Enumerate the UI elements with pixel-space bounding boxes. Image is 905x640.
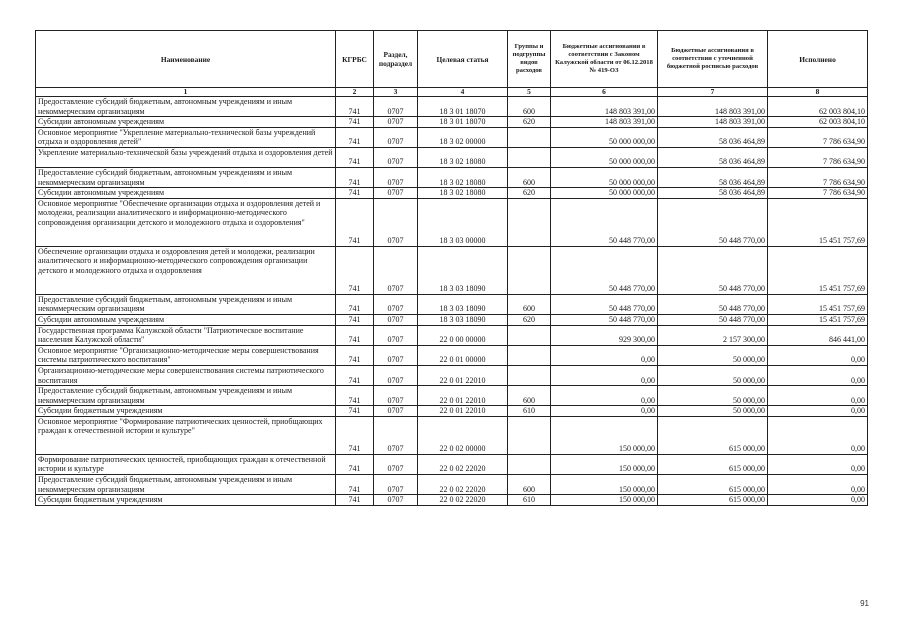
table-row <box>36 454 868 474</box>
cell-kgrbs: 741 <box>336 198 374 246</box>
cell-name: Организационно-методические меры совершенствования системы патриотического воспитания <box>36 365 336 385</box>
cell-section: 0707 <box>374 495 418 506</box>
cell-executed-amount: 15 451 757,69 <box>768 314 868 325</box>
cell-section: 0707 <box>374 294 418 314</box>
cell-section: 0707 <box>374 246 418 294</box>
cell-refined-amount: 2 157 300,00 <box>658 325 768 345</box>
cell-kgrbs: 741 <box>336 365 374 385</box>
table-row <box>36 314 868 325</box>
cell-kgrbs: 741 <box>336 314 374 325</box>
cell-section: 0707 <box>374 365 418 385</box>
cell-law-amount: 50 000 000,00 <box>551 127 658 147</box>
cell-expense-type <box>508 127 551 147</box>
cell-refined-amount: 615 000,00 <box>658 475 768 495</box>
cell-law-amount: 150 000,00 <box>551 495 658 506</box>
cell-expense-type <box>508 198 551 246</box>
cell-target: 18 3 01 18070 <box>418 117 508 128</box>
cell-name: Субсидии бюджетным учреждениям <box>36 495 336 506</box>
cell-kgrbs: 741 <box>336 127 374 147</box>
cell-expense-type: 600 <box>508 294 551 314</box>
cell-section: 0707 <box>374 454 418 474</box>
table-row <box>36 386 868 406</box>
cell-refined-amount: 50 000,00 <box>658 406 768 417</box>
cell-section: 0707 <box>374 198 418 246</box>
cell-name: Основное мероприятие "Формирование патриотических ценностей, приобщающих граждан к отечественной истории и культуре" <box>36 416 336 454</box>
header-section: Раздел, подраздел <box>374 31 418 88</box>
cell-expense-type <box>508 454 551 474</box>
table-row <box>36 198 868 246</box>
cell-kgrbs: 741 <box>336 345 374 365</box>
cell-law-amount: 150 000,00 <box>551 475 658 495</box>
header-law: Бюджетные ассигнования в соответствии с Законом Калужской области от 06.12.2018 № 419-ОЗ <box>551 31 658 88</box>
cell-refined-amount: 148 803 391,00 <box>658 97 768 117</box>
cell-law-amount: 50 000 000,00 <box>551 167 658 187</box>
table-header-row <box>36 31 868 88</box>
cell-name: Формирование патриотических ценностей, приобщающих граждан к отечественной истории и культуре <box>36 454 336 474</box>
column-number: 4 <box>418 88 508 97</box>
cell-expense-type: 610 <box>508 406 551 417</box>
column-number: 3 <box>374 88 418 97</box>
cell-section: 0707 <box>374 97 418 117</box>
cell-executed-amount: 0,00 <box>768 495 868 506</box>
cell-expense-type <box>508 147 551 167</box>
cell-expense-type <box>508 416 551 454</box>
cell-refined-amount: 615 000,00 <box>658 416 768 454</box>
cell-name: Основное мероприятие "Обеспечение организации отдыха и оздоровления детей и молодежи, реализации аналитического и информационно-методического сопровождения организации детского и молодежного отдыха и оздоровления" <box>36 198 336 246</box>
cell-section: 0707 <box>374 127 418 147</box>
table-row <box>36 325 868 345</box>
cell-executed-amount: 7 786 634,90 <box>768 147 868 167</box>
cell-kgrbs: 741 <box>336 188 374 199</box>
cell-kgrbs: 741 <box>336 325 374 345</box>
cell-expense-type <box>508 246 551 294</box>
cell-executed-amount: 7 786 634,90 <box>768 188 868 199</box>
cell-law-amount: 0,00 <box>551 345 658 365</box>
cell-name: Субсидии автономным учреждениям <box>36 188 336 199</box>
cell-expense-type: 620 <box>508 117 551 128</box>
cell-expense-type <box>508 325 551 345</box>
cell-target: 18 3 02 18080 <box>418 188 508 199</box>
table-row <box>36 475 868 495</box>
table-row <box>36 345 868 365</box>
table-row <box>36 167 868 187</box>
cell-name: Предоставление субсидий бюджетным, автономным учреждениям и иным некоммерческим организациям <box>36 386 336 406</box>
cell-law-amount: 50 000 000,00 <box>551 188 658 199</box>
cell-refined-amount: 58 036 464,89 <box>658 147 768 167</box>
cell-name: Субсидии бюджетным учреждениям <box>36 406 336 417</box>
cell-executed-amount: 0,00 <box>768 406 868 417</box>
cell-target: 18 3 02 18080 <box>418 147 508 167</box>
cell-target: 18 3 01 18070 <box>418 97 508 117</box>
cell-refined-amount: 50 448 770,00 <box>658 246 768 294</box>
cell-expense-type: 610 <box>508 495 551 506</box>
cell-refined-amount: 58 036 464,89 <box>658 188 768 199</box>
cell-kgrbs: 741 <box>336 97 374 117</box>
cell-refined-amount: 50 448 770,00 <box>658 314 768 325</box>
cell-name: Предоставление субсидий бюджетным, автономным учреждениям и иным некоммерческим организациям <box>36 294 336 314</box>
cell-kgrbs: 741 <box>336 416 374 454</box>
column-number: 8 <box>768 88 868 97</box>
table-row <box>36 416 868 454</box>
cell-executed-amount: 846 441,00 <box>768 325 868 345</box>
cell-executed-amount: 15 451 757,69 <box>768 198 868 246</box>
table-row <box>36 97 868 117</box>
table-row <box>36 294 868 314</box>
document-page <box>35 30 867 506</box>
cell-kgrbs: 741 <box>336 117 374 128</box>
header-name: Наименование <box>36 31 336 88</box>
cell-expense-type: 600 <box>508 167 551 187</box>
cell-section: 0707 <box>374 167 418 187</box>
cell-kgrbs: 741 <box>336 167 374 187</box>
table-row <box>36 188 868 199</box>
cell-section: 0707 <box>374 475 418 495</box>
table-row <box>36 117 868 128</box>
cell-expense-type: 620 <box>508 314 551 325</box>
cell-executed-amount: 0,00 <box>768 365 868 385</box>
cell-section: 0707 <box>374 416 418 454</box>
page-number: 91 <box>860 599 869 608</box>
cell-law-amount: 50 448 770,00 <box>551 198 658 246</box>
cell-name: Предоставление субсидий бюджетным, автономным учреждениям и иным некоммерческим организациям <box>36 475 336 495</box>
cell-refined-amount: 50 000,00 <box>658 345 768 365</box>
cell-section: 0707 <box>374 117 418 128</box>
column-number: 7 <box>658 88 768 97</box>
cell-executed-amount: 62 003 804,10 <box>768 97 868 117</box>
cell-law-amount: 150 000,00 <box>551 454 658 474</box>
cell-section: 0707 <box>374 406 418 417</box>
header-refined: Бюджетные ассигнования в соответствии с уточненной бюджетной росписью расходов <box>658 31 768 88</box>
cell-kgrbs: 741 <box>336 406 374 417</box>
cell-name: Обеспечение организации отдыха и оздоровления детей и молодежи, реализации аналитического и информационно-методического сопровождения организации детского и молодежного отдыха и оздоровления <box>36 246 336 294</box>
table-row <box>36 406 868 417</box>
column-number: 6 <box>551 88 658 97</box>
header-kgrbs: КГРБС <box>336 31 374 88</box>
cell-law-amount: 929 300,00 <box>551 325 658 345</box>
cell-target: 22 0 02 00000 <box>418 416 508 454</box>
column-number: 1 <box>36 88 336 97</box>
cell-name: Государственная программа Калужской области "Патриотическое воспитание населения Калужской области" <box>36 325 336 345</box>
cell-kgrbs: 741 <box>336 386 374 406</box>
cell-law-amount: 148 803 391,00 <box>551 97 658 117</box>
cell-kgrbs: 741 <box>336 495 374 506</box>
cell-law-amount: 0,00 <box>551 386 658 406</box>
cell-target: 22 0 02 22020 <box>418 475 508 495</box>
table-row <box>36 127 868 147</box>
table-row <box>36 365 868 385</box>
cell-law-amount: 150 000,00 <box>551 416 658 454</box>
cell-refined-amount: 50 448 770,00 <box>658 198 768 246</box>
cell-law-amount: 50 448 770,00 <box>551 246 658 294</box>
cell-section: 0707 <box>374 325 418 345</box>
cell-executed-amount: 0,00 <box>768 345 868 365</box>
cell-refined-amount: 58 036 464,89 <box>658 127 768 147</box>
cell-kgrbs: 741 <box>336 147 374 167</box>
cell-expense-type: 600 <box>508 97 551 117</box>
cell-target: 18 3 02 18080 <box>418 167 508 187</box>
cell-name: Основное мероприятие "Организационно-методические меры совершенствования системы патриотического воспитания" <box>36 345 336 365</box>
cell-name: Субсидии автономным учреждениям <box>36 314 336 325</box>
cell-executed-amount: 0,00 <box>768 386 868 406</box>
cell-expense-type: 600 <box>508 386 551 406</box>
header-groups: Группы и подгруппы видов расходов <box>508 31 551 88</box>
cell-kgrbs: 741 <box>336 475 374 495</box>
cell-law-amount: 148 803 391,00 <box>551 117 658 128</box>
cell-section: 0707 <box>374 386 418 406</box>
cell-kgrbs: 741 <box>336 246 374 294</box>
header-target: Целевая статья <box>418 31 508 88</box>
cell-target: 22 0 01 22010 <box>418 386 508 406</box>
cell-target: 22 0 01 22010 <box>418 365 508 385</box>
cell-refined-amount: 615 000,00 <box>658 454 768 474</box>
table-row <box>36 246 868 294</box>
cell-target: 22 0 00 00000 <box>418 325 508 345</box>
cell-name: Предоставление субсидий бюджетным, автономным учреждениям и иным некоммерческим организациям <box>36 97 336 117</box>
cell-executed-amount: 0,00 <box>768 416 868 454</box>
column-number: 2 <box>336 88 374 97</box>
cell-target: 22 0 01 22010 <box>418 406 508 417</box>
cell-target: 18 3 03 18090 <box>418 294 508 314</box>
table-row <box>36 147 868 167</box>
cell-executed-amount: 62 003 804,10 <box>768 117 868 128</box>
cell-expense-type: 600 <box>508 475 551 495</box>
cell-kgrbs: 741 <box>336 294 374 314</box>
cell-executed-amount: 0,00 <box>768 454 868 474</box>
cell-refined-amount: 50 000,00 <box>658 365 768 385</box>
cell-target: 18 3 02 00000 <box>418 127 508 147</box>
cell-target: 22 0 02 22020 <box>418 454 508 474</box>
cell-executed-amount: 7 786 634,90 <box>768 167 868 187</box>
cell-name: Субсидии автономным учреждениям <box>36 117 336 128</box>
cell-section: 0707 <box>374 314 418 325</box>
cell-executed-amount: 15 451 757,69 <box>768 246 868 294</box>
cell-target: 22 0 01 00000 <box>418 345 508 365</box>
cell-law-amount: 0,00 <box>551 365 658 385</box>
cell-law-amount: 50 000 000,00 <box>551 147 658 167</box>
cell-target: 22 0 02 22020 <box>418 495 508 506</box>
cell-target: 18 3 03 00000 <box>418 198 508 246</box>
cell-kgrbs: 741 <box>336 454 374 474</box>
cell-expense-type <box>508 365 551 385</box>
cell-expense-type: 620 <box>508 188 551 199</box>
cell-name: Предоставление субсидий бюджетным, автономным учреждениям и иным некоммерческим организациям <box>36 167 336 187</box>
cell-law-amount: 50 448 770,00 <box>551 294 658 314</box>
cell-name: Основное мероприятие "Укрепление материально-технической базы учреждений отдыха и оздоровления детей" <box>36 127 336 147</box>
cell-section: 0707 <box>374 345 418 365</box>
table-body <box>36 97 868 506</box>
header-executed: Исполнено <box>768 31 868 88</box>
budget-execution-table <box>35 30 868 506</box>
column-number: 5 <box>508 88 551 97</box>
cell-refined-amount: 148 803 391,00 <box>658 117 768 128</box>
cell-refined-amount: 50 448 770,00 <box>658 294 768 314</box>
cell-law-amount: 50 448 770,00 <box>551 314 658 325</box>
cell-executed-amount: 7 786 634,90 <box>768 127 868 147</box>
cell-target: 18 3 03 18090 <box>418 314 508 325</box>
column-number-row <box>36 88 868 97</box>
cell-executed-amount: 15 451 757,69 <box>768 294 868 314</box>
cell-name: Укрепление материально-технической базы учреждений отдыха и оздоровления детей <box>36 147 336 167</box>
cell-refined-amount: 50 000,00 <box>658 386 768 406</box>
cell-target: 18 3 03 18090 <box>418 246 508 294</box>
table-row <box>36 495 868 506</box>
cell-expense-type <box>508 345 551 365</box>
cell-refined-amount: 58 036 464,89 <box>658 167 768 187</box>
cell-refined-amount: 615 000,00 <box>658 495 768 506</box>
cell-section: 0707 <box>374 147 418 167</box>
cell-section: 0707 <box>374 188 418 199</box>
cell-law-amount: 0,00 <box>551 406 658 417</box>
cell-executed-amount: 0,00 <box>768 475 868 495</box>
